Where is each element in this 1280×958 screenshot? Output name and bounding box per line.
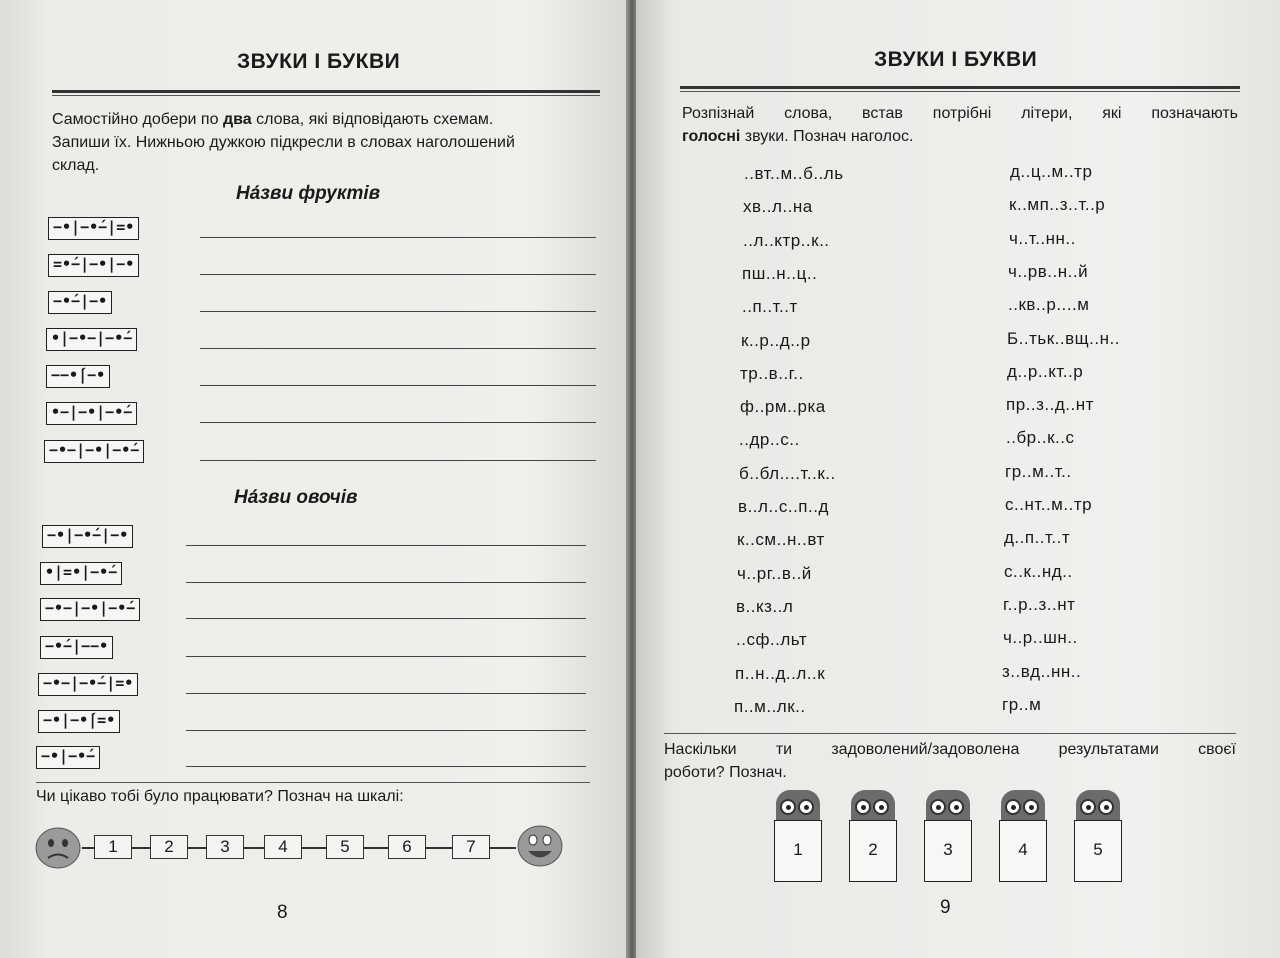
owl-eye — [1098, 799, 1114, 815]
owl-option[interactable] — [774, 790, 822, 886]
word-gap-item[interactable]: ..кв..р....м — [1008, 295, 1090, 315]
answer-line[interactable] — [200, 237, 596, 238]
owl-eye — [780, 799, 796, 815]
vegetable-scheme: −•−|−•́−|=• — [38, 673, 138, 696]
right-page-title: ЗВУКИ І БУКВИ — [874, 48, 1038, 71]
owl-eye — [1005, 799, 1021, 815]
word-gap-item[interactable]: ..сф..льт — [736, 630, 808, 650]
scale-link — [426, 847, 452, 849]
owl-option[interactable] — [849, 790, 897, 886]
scale-option[interactable]: 6 — [388, 835, 426, 859]
owl-eye — [873, 799, 889, 815]
word-gap-item[interactable]: к..р..д..р — [741, 330, 811, 350]
answer-line[interactable] — [186, 656, 586, 657]
word-gap-item[interactable]: д..р..кт..р — [1007, 361, 1084, 381]
scale-option[interactable]: 4 — [264, 835, 302, 859]
answer-line[interactable] — [186, 618, 586, 619]
word-gap-item[interactable]: пр..з..д..нт — [1006, 395, 1094, 415]
answer-line[interactable] — [200, 274, 596, 275]
answer-line[interactable] — [186, 730, 586, 731]
owl-eye — [948, 799, 964, 815]
scale-separator — [36, 782, 590, 783]
owl-eye — [1080, 799, 1096, 815]
word-gap-item[interactable]: д..п..т..т — [1004, 528, 1071, 548]
answer-line[interactable] — [200, 460, 596, 461]
word-gap-item[interactable]: ..бр..к..с — [1006, 428, 1075, 448]
scale-option[interactable]: 1 — [94, 835, 132, 859]
fruit-scheme: −•́−|−• — [48, 291, 112, 314]
right-title-rule-thin — [680, 91, 1240, 92]
owl-option[interactable] — [924, 790, 972, 886]
owl-box-number: 3 — [924, 820, 972, 882]
left-title-rule-thin — [52, 95, 600, 96]
word-gap-item[interactable]: ч..рг..в..й — [737, 563, 812, 583]
left-page-title: ЗВУКИ І БУКВИ — [237, 50, 401, 73]
scale-link — [302, 847, 326, 849]
word-gap-item[interactable]: к..см..н..вт — [737, 530, 825, 550]
answer-line[interactable] — [186, 582, 586, 583]
word-gap-item[interactable]: д..ц..м..тр — [1010, 162, 1093, 181]
answer-line[interactable] — [186, 766, 586, 767]
word-gap-item[interactable]: п..н..д..л..к — [735, 663, 826, 683]
left-page-number: 8 — [277, 902, 288, 923]
satisfaction-question: Наскільки ти задоволений/задоволена результатами своєї роботи? Познач. — [664, 741, 1236, 781]
word-gap-item[interactable]: ..п..т..т — [742, 297, 798, 317]
fruit-scheme: •−|−•|−•́− — [46, 402, 137, 425]
owl-box-number: 5 — [1074, 820, 1122, 882]
word-gap-item[interactable]: ф..рм..рка — [740, 397, 826, 417]
word-gap-item[interactable]: ..л..ктр..к.. — [743, 230, 830, 250]
satisfaction-separator — [664, 733, 1236, 734]
word-gap-item[interactable]: ч..р..шн.. — [1003, 628, 1078, 648]
word-gap-item[interactable]: с..нт..м..тр — [1005, 495, 1093, 514]
word-gap-item[interactable]: Б..тьк..вщ..н.. — [1007, 328, 1120, 348]
word-gap-item[interactable]: в..кз..л — [736, 596, 794, 616]
scale-link — [490, 847, 516, 849]
word-gap-item[interactable]: г..р..з..нт — [1003, 594, 1076, 614]
owl-option[interactable] — [1074, 790, 1122, 886]
scale-option[interactable]: 5 — [326, 835, 364, 859]
vegetable-scheme: −•|−•́|=• — [38, 710, 120, 733]
answer-line[interactable] — [200, 311, 596, 312]
scale-option[interactable]: 7 — [452, 835, 490, 859]
owl-option[interactable] — [999, 790, 1047, 886]
scale-option[interactable]: 3 — [206, 835, 244, 859]
fruits-heading: На́зви фруктів — [236, 183, 381, 204]
answer-line[interactable] — [200, 422, 596, 423]
happy-face-icon — [515, 824, 565, 868]
answer-line[interactable] — [186, 545, 586, 546]
vegetable-scheme: −•|−•́−|−• — [42, 525, 133, 548]
owl-box-number: 4 — [999, 820, 1047, 882]
scale-option[interactable]: 2 — [150, 835, 188, 859]
scale-link — [188, 847, 206, 849]
vegetable-scheme: −•|−•́− — [36, 746, 100, 769]
sad-face-icon — [34, 826, 84, 870]
word-gap-item[interactable]: тр..в..г.. — [740, 363, 804, 383]
word-gap-item[interactable]: з..вд..нн.. — [1002, 661, 1082, 681]
word-gap-item[interactable]: п..м..лк.. — [734, 696, 806, 716]
fruit-scheme: −•−|−•|−•́− — [44, 440, 144, 463]
fruit-scheme: −−•́|−• — [46, 365, 110, 388]
right-title-rule — [680, 86, 1240, 89]
fruit-scheme: −•|−•́−|=• — [48, 217, 139, 240]
right-page — [636, 0, 1280, 958]
fruit-scheme: •|−•−|−•́− — [46, 328, 137, 351]
scale-link — [132, 847, 150, 849]
word-gap-item[interactable]: гр..м..т.. — [1005, 461, 1072, 481]
left-page — [0, 0, 628, 958]
answer-line[interactable] — [186, 693, 586, 694]
scale-question: Чи цікаво тобі було працювати? Познач на шкалі: — [36, 788, 404, 805]
word-gap-item[interactable]: ..др..с.. — [739, 430, 800, 450]
vegetable-scheme: −•−|−•|−•́− — [40, 598, 140, 621]
vegetable-scheme: −•́−|−−• — [40, 636, 113, 659]
word-gap-item[interactable]: к..мп..з..т..р — [1009, 195, 1106, 215]
scale-link — [364, 847, 388, 849]
owl-eye — [855, 799, 871, 815]
word-gap-item[interactable]: б..бл....т..к.. — [739, 463, 836, 483]
owl-eye — [1023, 799, 1039, 815]
fruit-scheme: =•́−|−•|−• — [48, 254, 139, 277]
word-gap-item[interactable]: пш..н..ц.. — [742, 263, 818, 283]
vegetables-heading: На́зви овочів — [234, 487, 358, 508]
answer-line[interactable] — [200, 385, 596, 386]
right-page-number: 9 — [940, 897, 951, 918]
vegetable-scheme: •|=•|−•́− — [40, 562, 122, 585]
word-gap-item[interactable]: хв..л..на — [743, 197, 813, 217]
left-title-rule — [52, 90, 600, 93]
word-gap-item[interactable]: гр..м — [1002, 694, 1042, 714]
owl-eye — [930, 799, 946, 815]
word-gap-item[interactable]: ч..т..нн.. — [1009, 228, 1076, 248]
answer-line[interactable] — [200, 348, 596, 349]
word-gap-item[interactable]: в..л..с..п..д — [738, 497, 829, 516]
word-gap-item[interactable]: с..к..нд.. — [1004, 561, 1073, 581]
scale-link — [244, 847, 264, 849]
word-gap-item[interactable]: ..вт..м..б..ль — [744, 164, 844, 183]
owl-eye — [798, 799, 814, 815]
left-instruction: Самостійно добери по два слова, які відповідають схемам. Запиши їх. Нижньою дужкою підкресли в словах наголошений склад. — [52, 111, 515, 174]
owl-box-number: 2 — [849, 820, 897, 882]
word-gap-item[interactable]: ч..рв..н..й — [1008, 261, 1089, 281]
owl-box-number: 1 — [774, 820, 822, 882]
right-instruction: Розпізнай слова, встав потрібні літери, які позначають голосні звуки. Познач наголос. — [682, 105, 1238, 145]
